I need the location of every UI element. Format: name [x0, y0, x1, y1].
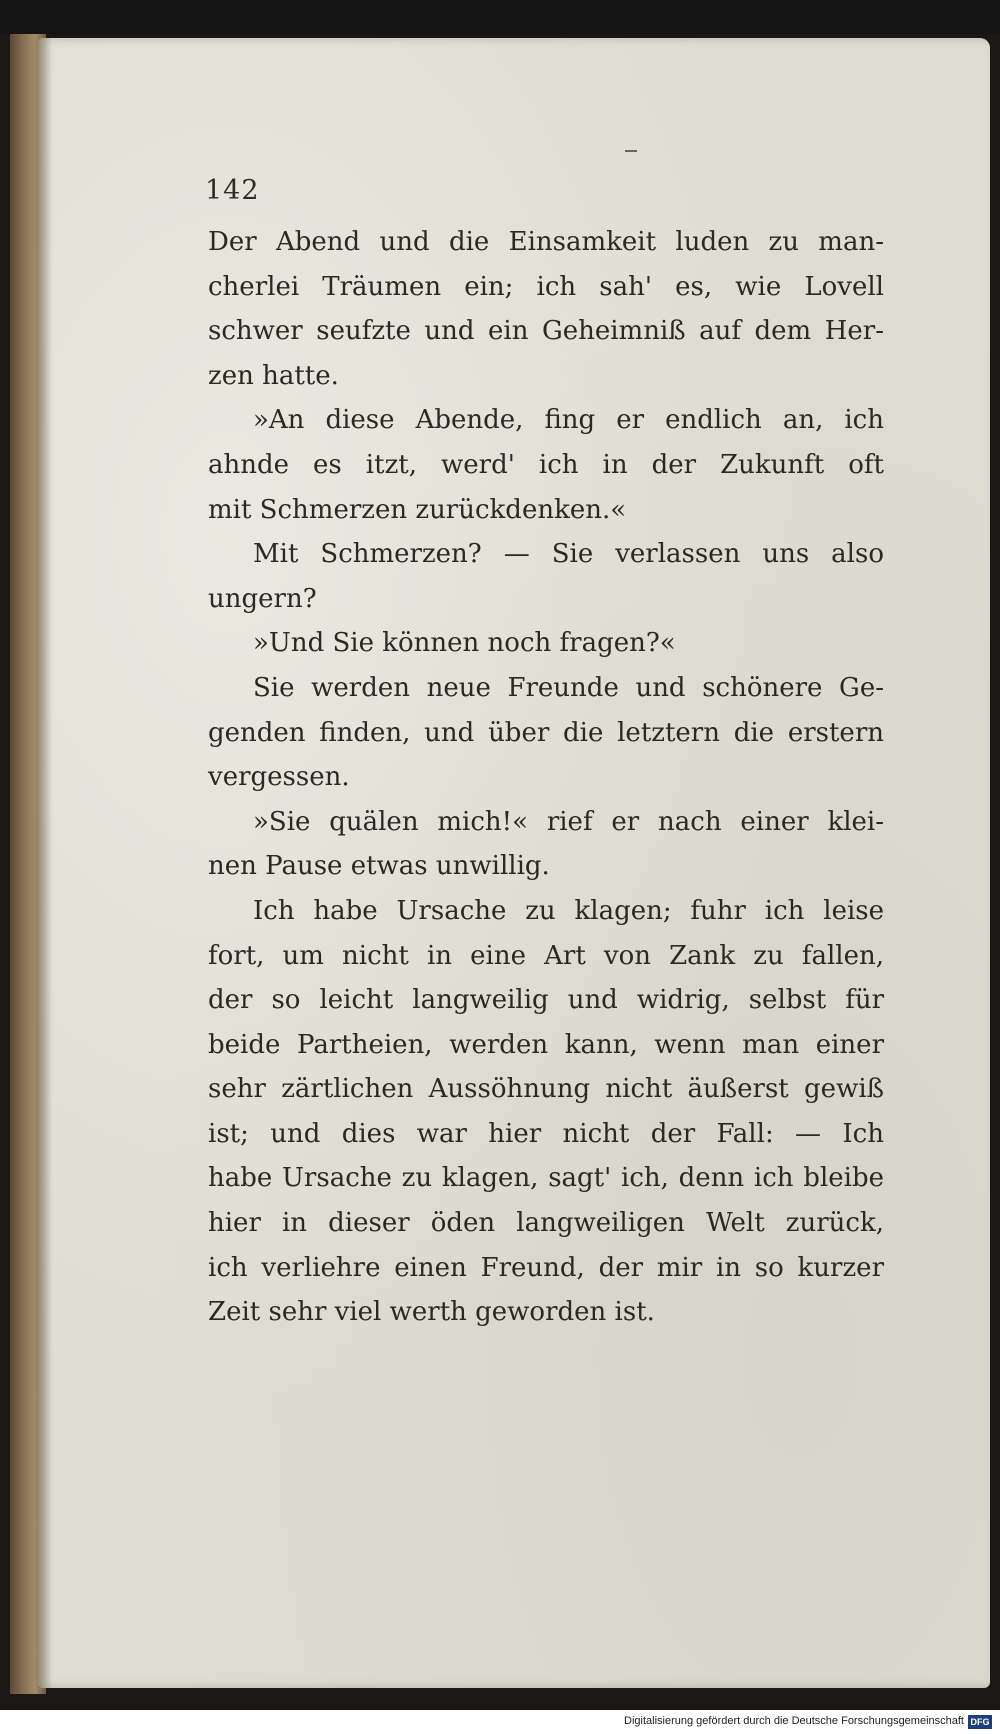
text-line: hier in dieser öden langweiligen Welt zurück, — [208, 1208, 884, 1239]
text-line: cherlei Träumen ein; ich sah' es, wie Lovell — [208, 271, 884, 302]
dfg-logo: DFG — [968, 1715, 992, 1729]
text-line: Sie werden neue Freunde und schönere Ge- — [253, 672, 884, 703]
text-line: habe Ursache zu klagen, sagt' ich, denn ich bleibe — [208, 1163, 884, 1194]
text-line: beide Partheien, werden kann, wenn man einer — [208, 1029, 884, 1060]
text-line: ungern? — [208, 583, 317, 614]
text-line: »An diese Abende, fing er endlich an, ich — [253, 405, 884, 436]
text-line: zen hatte. — [208, 360, 339, 391]
page-gutter-shadow — [38, 38, 52, 1688]
text-line: mit Schmerzen zurückdenken.« — [208, 494, 627, 525]
text-line: ist; und dies war hier nicht der Fall: — Ich — [208, 1118, 884, 1149]
text-line: »Und Sie können noch fragen?« — [253, 628, 676, 659]
digitization-footer — [0, 1710, 1000, 1734]
text-line: ich verliehre einen Freund, der mir in so kurzer — [208, 1252, 884, 1283]
funding-credit: Digitalisierung gefördert durch die Deutsche Forschungsgemeinschaft — [624, 1715, 964, 1727]
text-line: Zeit sehr viel werth geworden ist. — [208, 1297, 655, 1328]
text-line: ahnde es itzt, werd' ich in der Zukunft oft — [208, 449, 884, 480]
text-line: nen Pause etwas unwillig. — [208, 851, 550, 882]
text-line: Ich habe Ursache zu klagen; fuhr ich leise — [253, 895, 884, 926]
text-line: fort, um nicht in eine Art von Zank zu fallen, — [208, 940, 884, 971]
text-line: Der Abend und die Einsamkeit luden zu man- — [208, 227, 884, 257]
text-line: »Sie quälen mich!« rief er nach einer klei- — [253, 806, 884, 837]
text-line: schwer seufzte und ein Geheimniß auf dem Her- — [208, 316, 884, 347]
text-line: sehr zärtlichen Aussöhnung nicht äußerst gewiß — [208, 1074, 884, 1105]
top-border — [0, 0, 1000, 34]
body-text — [208, 220, 884, 1335]
page-number: 142 — [205, 175, 260, 206]
text-line: genden finden, und über die letztern die erstern — [208, 717, 884, 748]
text-line: vergessen. — [208, 762, 350, 793]
text-line: der so leicht langweilig und widrig, selbst für — [208, 985, 884, 1016]
text-line: Mit Schmerzen? — Sie verlassen uns also — [253, 539, 884, 570]
printer-mark — [625, 150, 637, 152]
